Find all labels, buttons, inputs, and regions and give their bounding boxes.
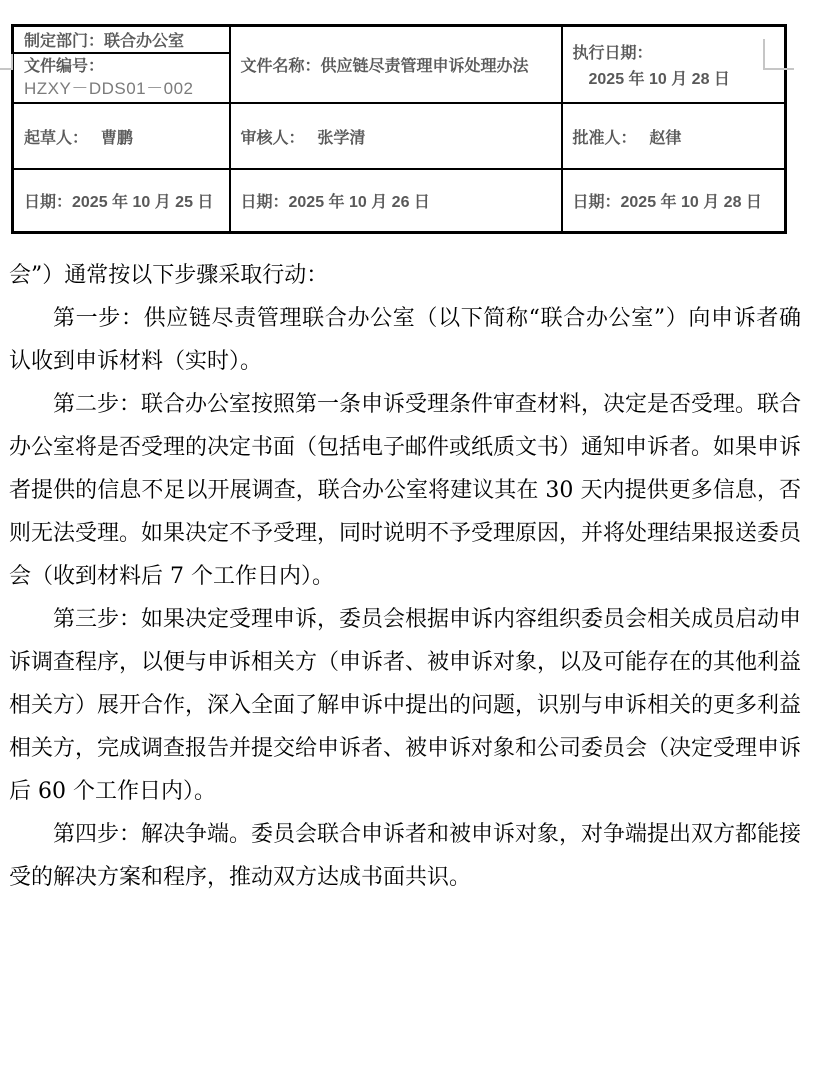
review-date-cell: [230, 169, 562, 233]
document-number-cell: [13, 53, 230, 103]
document-name-label: 文件名称：供应链尽责管理申诉处理办法: [240, 58, 529, 75]
document-number-value: HZXY－DDS01－002: [24, 79, 194, 98]
approver-label: 批准人：: [572, 129, 637, 147]
drafter-label: 起草人：: [24, 129, 89, 147]
doc-control-table: [11, 24, 787, 234]
approval-date-cell: [562, 169, 786, 233]
reviewer-name: 张学清: [317, 129, 366, 147]
body-paragraph-step-2: 第二步：联合办公室按照第一条申诉受理条件审查材料，决定是否受理。联合办公室将是否受理的决定书面（包括电子邮件或纸质文书）通知申诉者。如果申诉者提供的信息不足以开展调查，联合办公室将建议其在 30 天内提供更多信息，否则无法受理。如果决定不予受理，同时说明不予受理原因，并将处理结果报送委员会（收到材料后 7 个工作日内）。: [9, 392, 802, 589]
execution-date-cell: [562, 26, 786, 104]
body-paragraph-step-4: 第四步：解决争端。委员会联合申诉者和被申诉对象，对争端提出双方都能接受的解决方案和程序，推动双方达成书面共识。: [9, 822, 802, 890]
margin-corner-mark-right-vertical: [763, 39, 765, 70]
draft-date: 日期：2025 年 10 月 25 日: [24, 194, 214, 211]
issuing-department-label: 制定部门：联合办公室: [24, 33, 185, 50]
body-paragraph-step-1: 第一步：供应链尽责管理联合办公室（以下简称“联合办公室”）向申诉者确认收到申诉材料（实时）。: [9, 306, 801, 374]
document-number-label: 文件编号：: [24, 58, 105, 75]
body-paragraph-continuation: 会”）通常按以下步骤采取行动：: [9, 263, 329, 288]
margin-corner-mark-left-vertical: [11, 54, 13, 70]
approval-date: 日期：2025 年 10 月 28 日: [572, 194, 762, 211]
drafter-name: 曹鹏: [100, 129, 133, 147]
issuing-department-cell: [13, 26, 230, 54]
approver-cell: [562, 103, 786, 169]
execution-date-value: 2025 年 10 月 28 日: [588, 71, 730, 88]
reviewer-label: 审核人：: [240, 129, 305, 147]
approver-name: 赵律: [649, 129, 682, 147]
drafter-cell: [13, 103, 230, 169]
margin-corner-mark-right: [763, 68, 794, 70]
document-body: [9, 254, 801, 899]
execution-date-label: 执行日期：: [572, 45, 653, 62]
reviewer-cell: [230, 103, 562, 169]
review-date: 日期：2025 年 10 月 26 日: [240, 194, 430, 211]
document-name-cell: [230, 26, 562, 104]
body-paragraph-step-3: 第三步：如果决定受理申诉，委员会根据申诉内容组织委员会相关成员启动申诉调查程序，以便与申诉相关方（申诉者、被申诉对象，以及可能存在的其他利益相关方）展开合作，深入全面了解申诉中提出的问题，识别与申诉相关的更多利益相关方，完成调查报告并提交给申诉者、被申诉对象和公司委员会（决定受理申诉后 60 个工作日内）。: [9, 607, 802, 804]
draft-date-cell: [13, 169, 230, 233]
